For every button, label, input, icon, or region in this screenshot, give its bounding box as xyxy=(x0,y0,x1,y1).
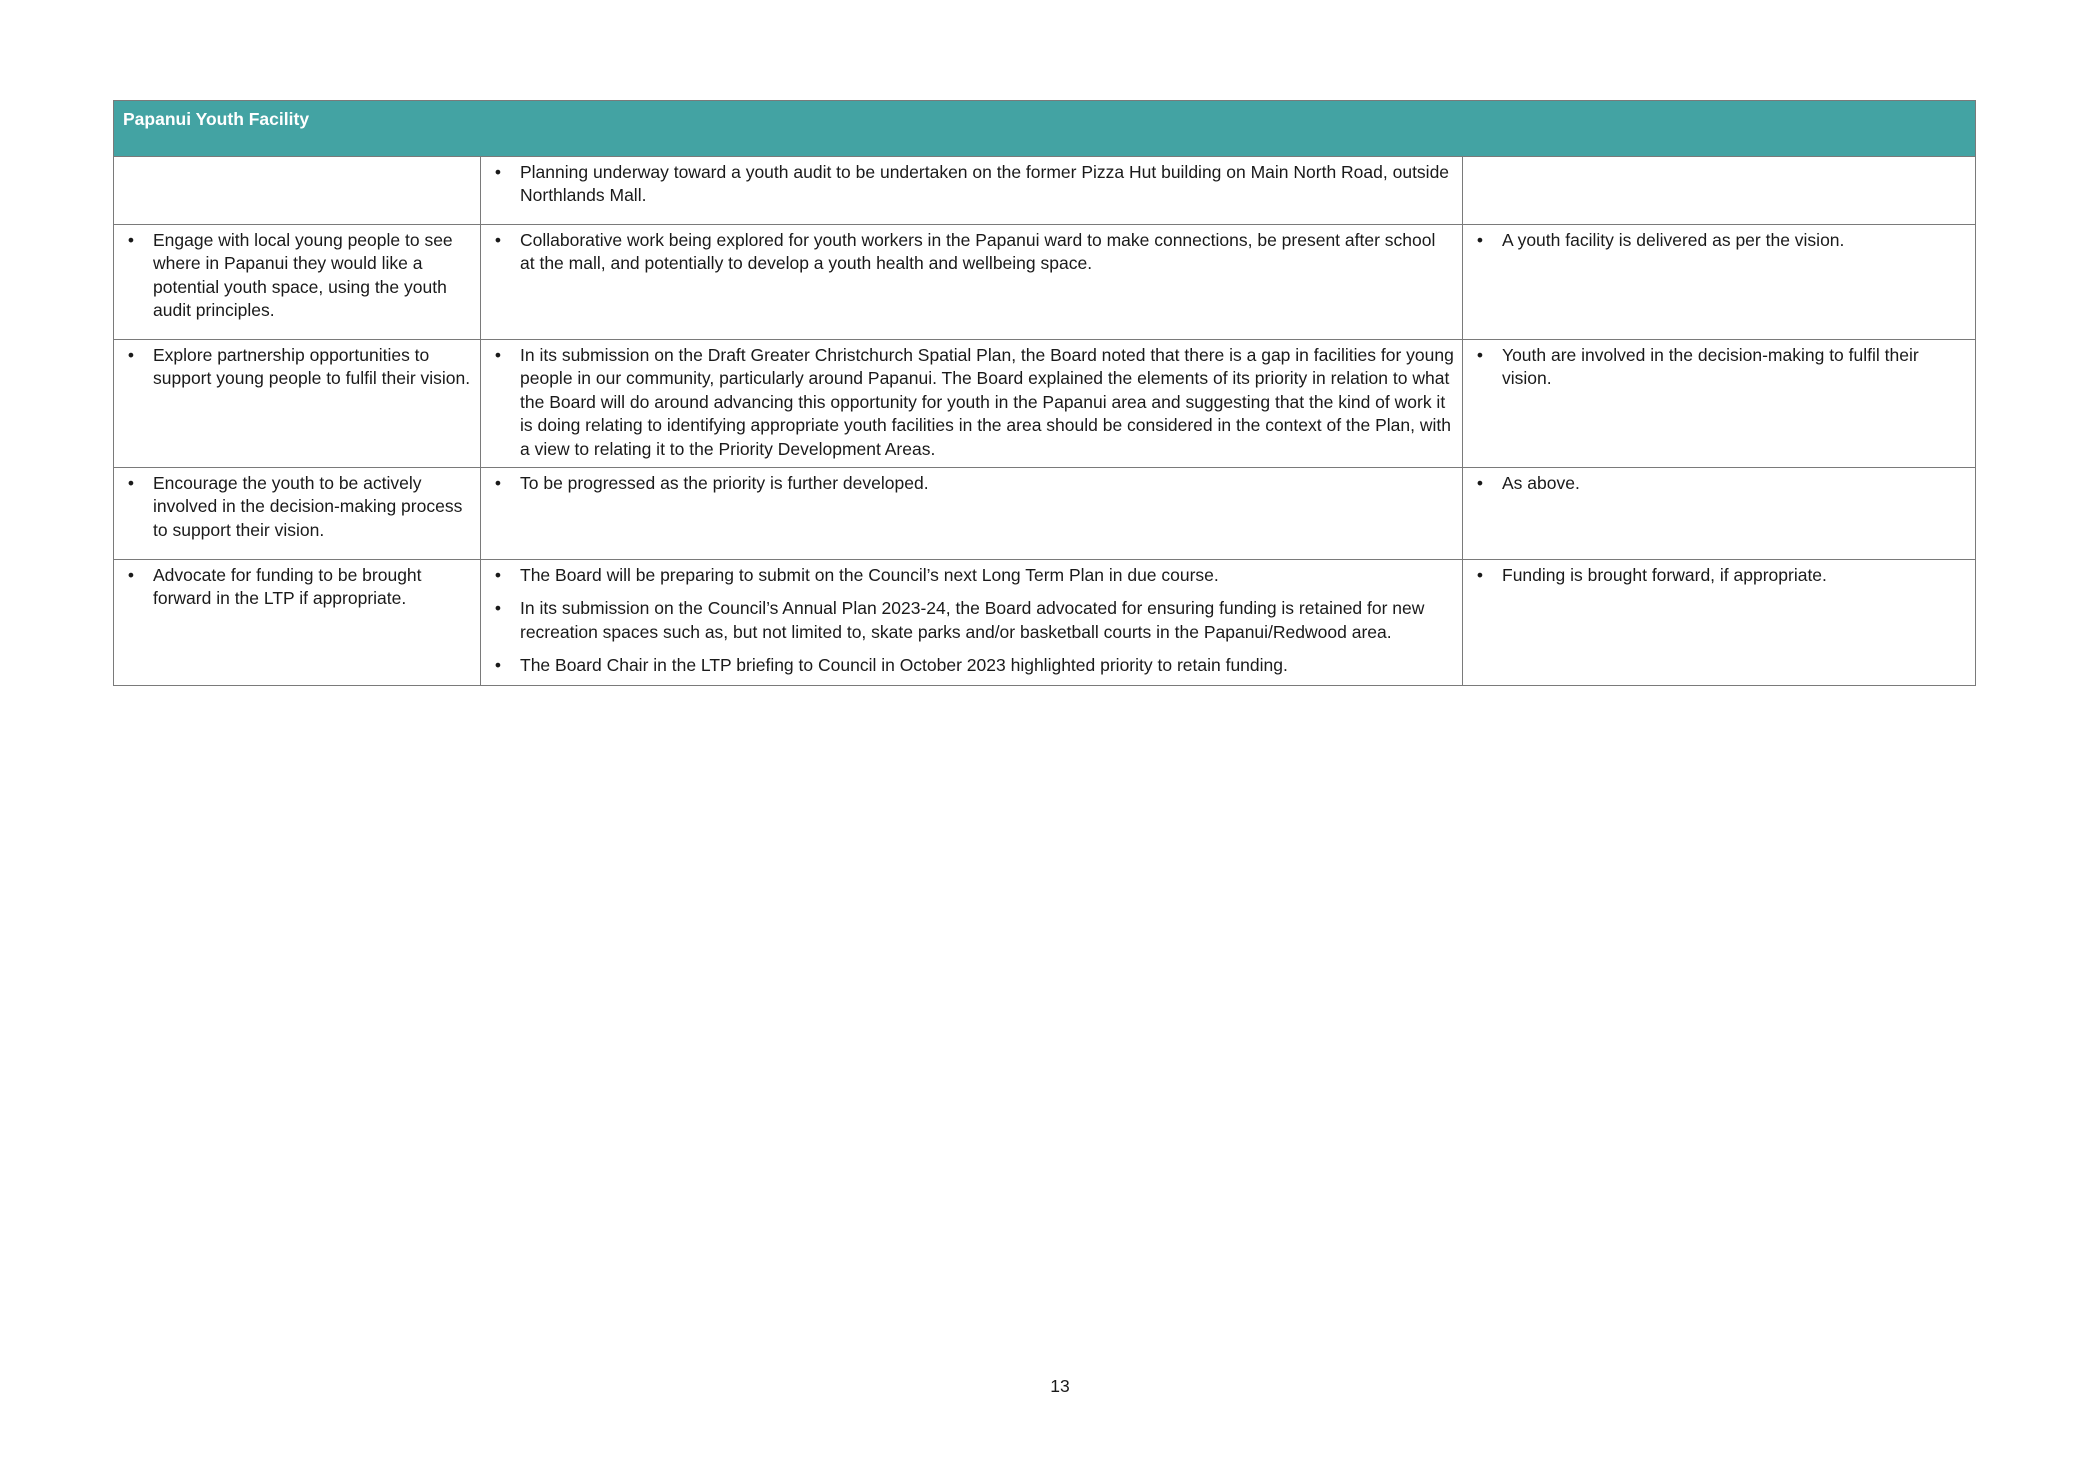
bullet-icon: • xyxy=(127,345,135,365)
list-item: • Encourage the youth to be actively involved in the decision-making process to support their vision. xyxy=(122,472,472,542)
list-item: • Explore partnership opportunities to support young people to fulfil their vision. xyxy=(122,344,472,391)
bullet-icon: • xyxy=(494,345,502,365)
list-item: • Collaborative work being explored for youth workers in the Papanui ward to make connections, be present after school at the mall, and potentially to develop a youth health and wellbeing space. xyxy=(489,229,1454,276)
progress-cell xyxy=(481,340,1463,468)
bullet-icon: • xyxy=(494,473,502,493)
table-row xyxy=(114,340,1976,468)
outcome-cell xyxy=(1463,468,1976,560)
objective-cell xyxy=(114,157,481,225)
bullet-icon: • xyxy=(127,473,135,493)
table-header-row xyxy=(114,101,1976,157)
outcome-cell xyxy=(1463,340,1976,468)
objective-cell xyxy=(114,468,481,560)
list-item: • As above. xyxy=(1471,472,1967,495)
list-item: • The Board Chair in the LTP briefing to Council in October 2023 highlighted priority to retain funding. xyxy=(489,654,1454,677)
list-item: • Youth are involved in the decision-making to fulfil their vision. xyxy=(1471,344,1967,391)
bullet-icon: • xyxy=(1476,230,1484,250)
objective-cell xyxy=(114,225,481,340)
table-row xyxy=(114,560,1976,686)
bullet-icon: • xyxy=(1476,345,1484,365)
outcome-cell xyxy=(1463,560,1976,686)
table-row xyxy=(114,225,1976,340)
bullet-icon: • xyxy=(1476,565,1484,585)
list-item: • Engage with local young people to see where in Papanui they would like a potential youth space, using the youth audit principles. xyxy=(122,229,472,323)
priority-table xyxy=(113,100,1976,686)
bullet-icon: • xyxy=(494,655,502,676)
bullet-icon: • xyxy=(127,230,135,250)
objective-cell xyxy=(114,560,481,686)
list-item: • A youth facility is delivered as per the vision. xyxy=(1471,229,1967,252)
list-item: • In its submission on the Draft Greater Christchurch Spatial Plan, the Board noted that there is a gap in facilities for young people in our community, particularly around Papanui. The Board explained the elements of its priority in relation to what the Board will do around advancing this opportunity for youth in the Papanui area and suggesting that the kind of work it is doing relating to identifying appropriate youth facilities in the area should be considered in the context of the Plan, with a view to relating it to the Priority Development Areas. xyxy=(489,344,1454,461)
table-row xyxy=(114,157,1976,225)
list-item: • Funding is brought forward, if appropriate. xyxy=(1471,564,1967,587)
progress-cell xyxy=(481,560,1463,686)
bullet-icon: • xyxy=(494,162,502,182)
list-item: • Planning underway toward a youth audit to be undertaken on the former Pizza Hut building on Main North Road, outside Northlands Mall. xyxy=(489,161,1454,208)
list-item: • Advocate for funding to be brought forward in the LTP if appropriate. xyxy=(122,564,472,611)
list-item: • The Board will be preparing to submit on the Council’s next Long Term Plan in due course. xyxy=(489,564,1454,587)
bullet-icon: • xyxy=(127,565,135,585)
bullet-icon: • xyxy=(494,598,502,619)
page-number: 13 xyxy=(1050,1376,1070,1396)
bullet-icon: • xyxy=(494,230,502,250)
outcome-cell xyxy=(1463,157,1976,225)
table-body xyxy=(114,157,1976,686)
table-row xyxy=(114,468,1976,560)
table-title: Papanui Youth Facility xyxy=(114,101,1976,157)
objective-cell xyxy=(114,340,481,468)
outcome-cell xyxy=(1463,225,1976,340)
progress-cell xyxy=(481,225,1463,340)
list-item: • In its submission on the Council’s Annual Plan 2023-24, the Board advocated for ensuring funding is retained for new recreation spaces such as, but not limited to, skate parks and/or basketball courts in the Papanui/Redwood area. xyxy=(489,597,1454,644)
list-item: • To be progressed as the priority is further developed. xyxy=(489,472,1454,495)
progress-cell xyxy=(481,468,1463,560)
progress-cell xyxy=(481,157,1463,225)
bullet-icon: • xyxy=(494,565,502,585)
bullet-icon: • xyxy=(1476,473,1484,493)
